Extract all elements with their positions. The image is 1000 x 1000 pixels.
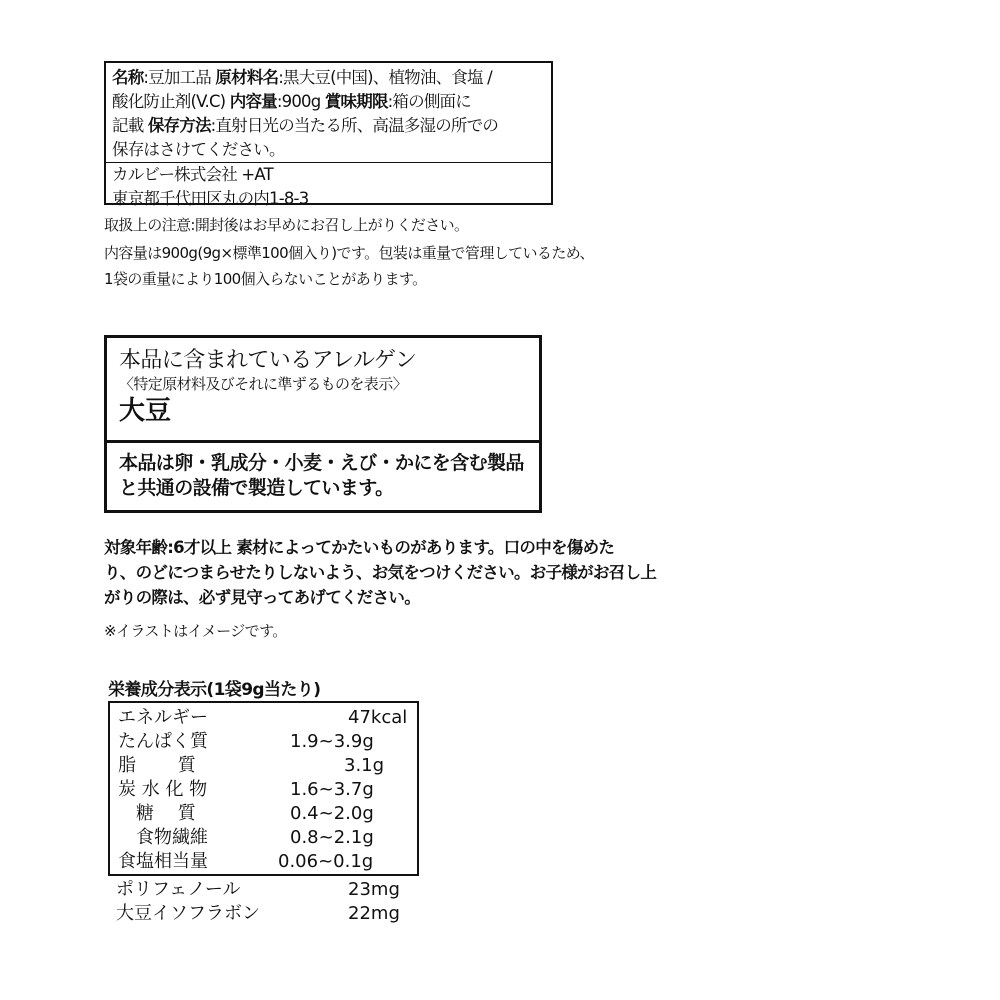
storage-key: 保存方法 (147, 116, 211, 135)
nutrition-row (110, 754, 417, 778)
extra-nutrient-label: 大豆イソフラボン (116, 903, 260, 924)
nutrition-row (110, 706, 417, 730)
content-key: 内容量 (229, 92, 277, 111)
ingredients-key: 原材料名 (215, 68, 279, 87)
expiry-value: :箱の側面に (387, 92, 471, 111)
nutrition-row (110, 802, 417, 826)
nutrient-value: 1.9~3.9g (290, 731, 374, 752)
allergen-box (104, 335, 542, 513)
nutrition-title: 栄養成分表示(1袋9g当たり) (108, 680, 321, 700)
name-key: 名称 (112, 68, 144, 87)
nutrient-label: 食塩相当量 (118, 851, 208, 872)
nutrition-row (110, 850, 417, 874)
nutrition-table (108, 701, 419, 876)
expiry-cont: 記載 (112, 116, 148, 135)
allergen-item: 大豆 (119, 396, 172, 426)
info-line-3 (112, 114, 545, 138)
nutrient-label: 糖 質 (118, 803, 196, 824)
nutrient-value: 47kcal (348, 707, 408, 728)
info-line-2 (112, 90, 545, 114)
extra-nutrient-value: 22mg (348, 903, 400, 924)
age-warning-line-2: り、のどにつまらせたりしないよう、お気をつけください。お子様がお召し上 (104, 563, 657, 582)
allergen-facility-note (107, 443, 539, 509)
nutrition-row (110, 778, 417, 802)
storage-value: :直射日光の当たる所、高温多湿の所での (210, 116, 499, 135)
maker: カルビー株式会社 +AT (112, 165, 273, 184)
extra-nutrient-label: ポリフェノール (116, 879, 241, 900)
handling-note-line-1: 取扱上の注意:開封後はお早めにお召し上がりください。 (104, 216, 469, 234)
nutrient-label: 炭 水 化 物 (118, 779, 208, 800)
expiry-key: 賞味期限 (324, 92, 388, 111)
info-line-1 (112, 66, 545, 90)
ingredients-cont: 酸化防止剤(V.C) (112, 92, 230, 111)
nutrition-row (110, 730, 417, 754)
nutrient-value: 0.8~2.1g (290, 827, 374, 848)
illustration-note: ※イラストはイメージです。 (104, 622, 287, 640)
age-warning-line-1: 対象年齢:6才以上 素材によってかたいものがあります。口の中を傷めた (104, 538, 615, 557)
facility-line-1: 本品は卵・乳成分・小麦・えび・かにを含む製品 (119, 452, 524, 474)
nutrient-value: 0.06~0.1g (278, 851, 374, 872)
maker-address: 東京都千代田区丸の内1-8-3 (112, 189, 309, 208)
nutrient-value: 1.6~3.7g (290, 779, 374, 800)
extra-nutrient-value: 23mg (348, 879, 400, 900)
nutrient-label: たんぱく質 (118, 731, 208, 752)
content-value: :900g (276, 92, 325, 111)
ingredients-value: :黒大豆(中国)、植物油、食塩 / (278, 68, 492, 87)
nutrient-label: 脂 質 (118, 755, 196, 776)
info-line-4: 保存はさけてください。 (112, 140, 285, 159)
allergen-title: 本品に含まれているアレルゲン (119, 348, 417, 373)
product-info-box (104, 61, 553, 208)
nutrient-label: エネルギー (118, 707, 208, 728)
name-value: :豆加工品 (143, 68, 216, 87)
age-warning-line-3: がりの際は、必ず見守ってあげてください。 (104, 588, 421, 607)
facility-line-2: と共通の設備で製造しています。 (119, 477, 394, 499)
nutrition-row (110, 826, 417, 850)
handling-note-line-3: 1袋の重量により100個入らないことがあります。 (104, 270, 427, 288)
nutrient-value: 3.1g (344, 755, 385, 776)
allergen-header (107, 338, 539, 443)
nutrient-label: 食物繊維 (118, 827, 208, 848)
nutrient-value: 0.4~2.0g (290, 803, 374, 824)
handling-note-line-2: 内容量は900g(9g×標準100個入り)です。包装は重量で管理しているため、 (104, 244, 594, 262)
allergen-subtitle: 〈特定原材料及びそれに準ずるものを表示〉 (119, 375, 408, 393)
